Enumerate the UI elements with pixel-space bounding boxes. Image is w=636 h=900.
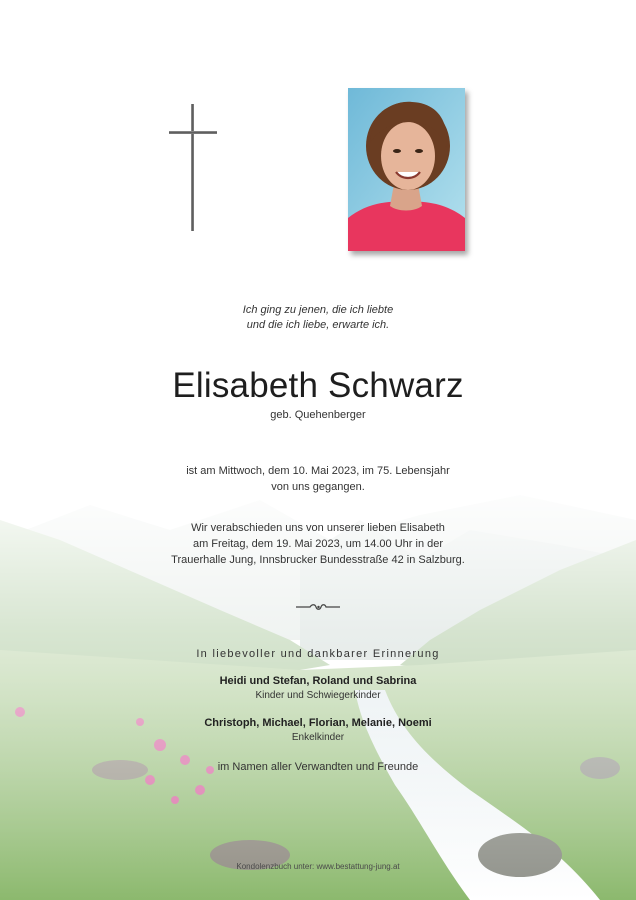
deceased-name: Elisabeth Schwarz — [172, 366, 464, 405]
ornament-divider-icon — [296, 601, 340, 613]
portrait-illustration — [348, 88, 465, 251]
farewell-line-3: Trauerhalle Jung, Innsbrucker Bundesstraße 42 in Salzburg. — [171, 554, 465, 566]
farewell-line-2: am Freitag, dem 19. Mai 2023, um 14.00 Uhr in der — [192, 538, 444, 550]
farewell-line-1: Wir verabschieden uns von unserer lieben Elisabeth — [191, 522, 445, 534]
death-notice-line-1: ist am Mittwoch, dem 10. Mai 2023, im 75. Lebensjahr — [186, 465, 450, 477]
memorial-quote — [0, 303, 636, 333]
mourners-children-names: Heidi und Stefan, Roland und Sabrina — [219, 675, 417, 687]
death-notice — [0, 463, 636, 495]
relatives-line: im Namen aller Verwandten und Freunde — [217, 761, 419, 773]
portrait-photo — [348, 88, 465, 251]
mourners-grandchildren-relation: Enkelkinder — [291, 732, 345, 743]
condolence-footer: Kondolenzbuch unter: www.bestattung-jung.at — [236, 862, 400, 871]
cross-horizontal-beam — [169, 131, 217, 134]
memory-line: In liebevoller und dankbarer Erinnerung — [196, 648, 440, 660]
mourners-children-relation: Kinder und Schwiegerkinder — [255, 690, 381, 701]
mourners-grandchildren-names: Christoph, Michael, Florian, Melanie, Noemi — [204, 717, 432, 729]
farewell-details — [0, 520, 636, 568]
maiden-name: geb. Quehenberger — [270, 409, 366, 421]
cross-vertical-beam — [191, 104, 194, 231]
quote-line-1: Ich ging zu jenen, die ich liebte — [242, 304, 394, 316]
death-notice-line-2: von uns gegangen. — [271, 481, 365, 493]
quote-line-2: und die ich liebe, erwarte ich. — [246, 319, 390, 331]
